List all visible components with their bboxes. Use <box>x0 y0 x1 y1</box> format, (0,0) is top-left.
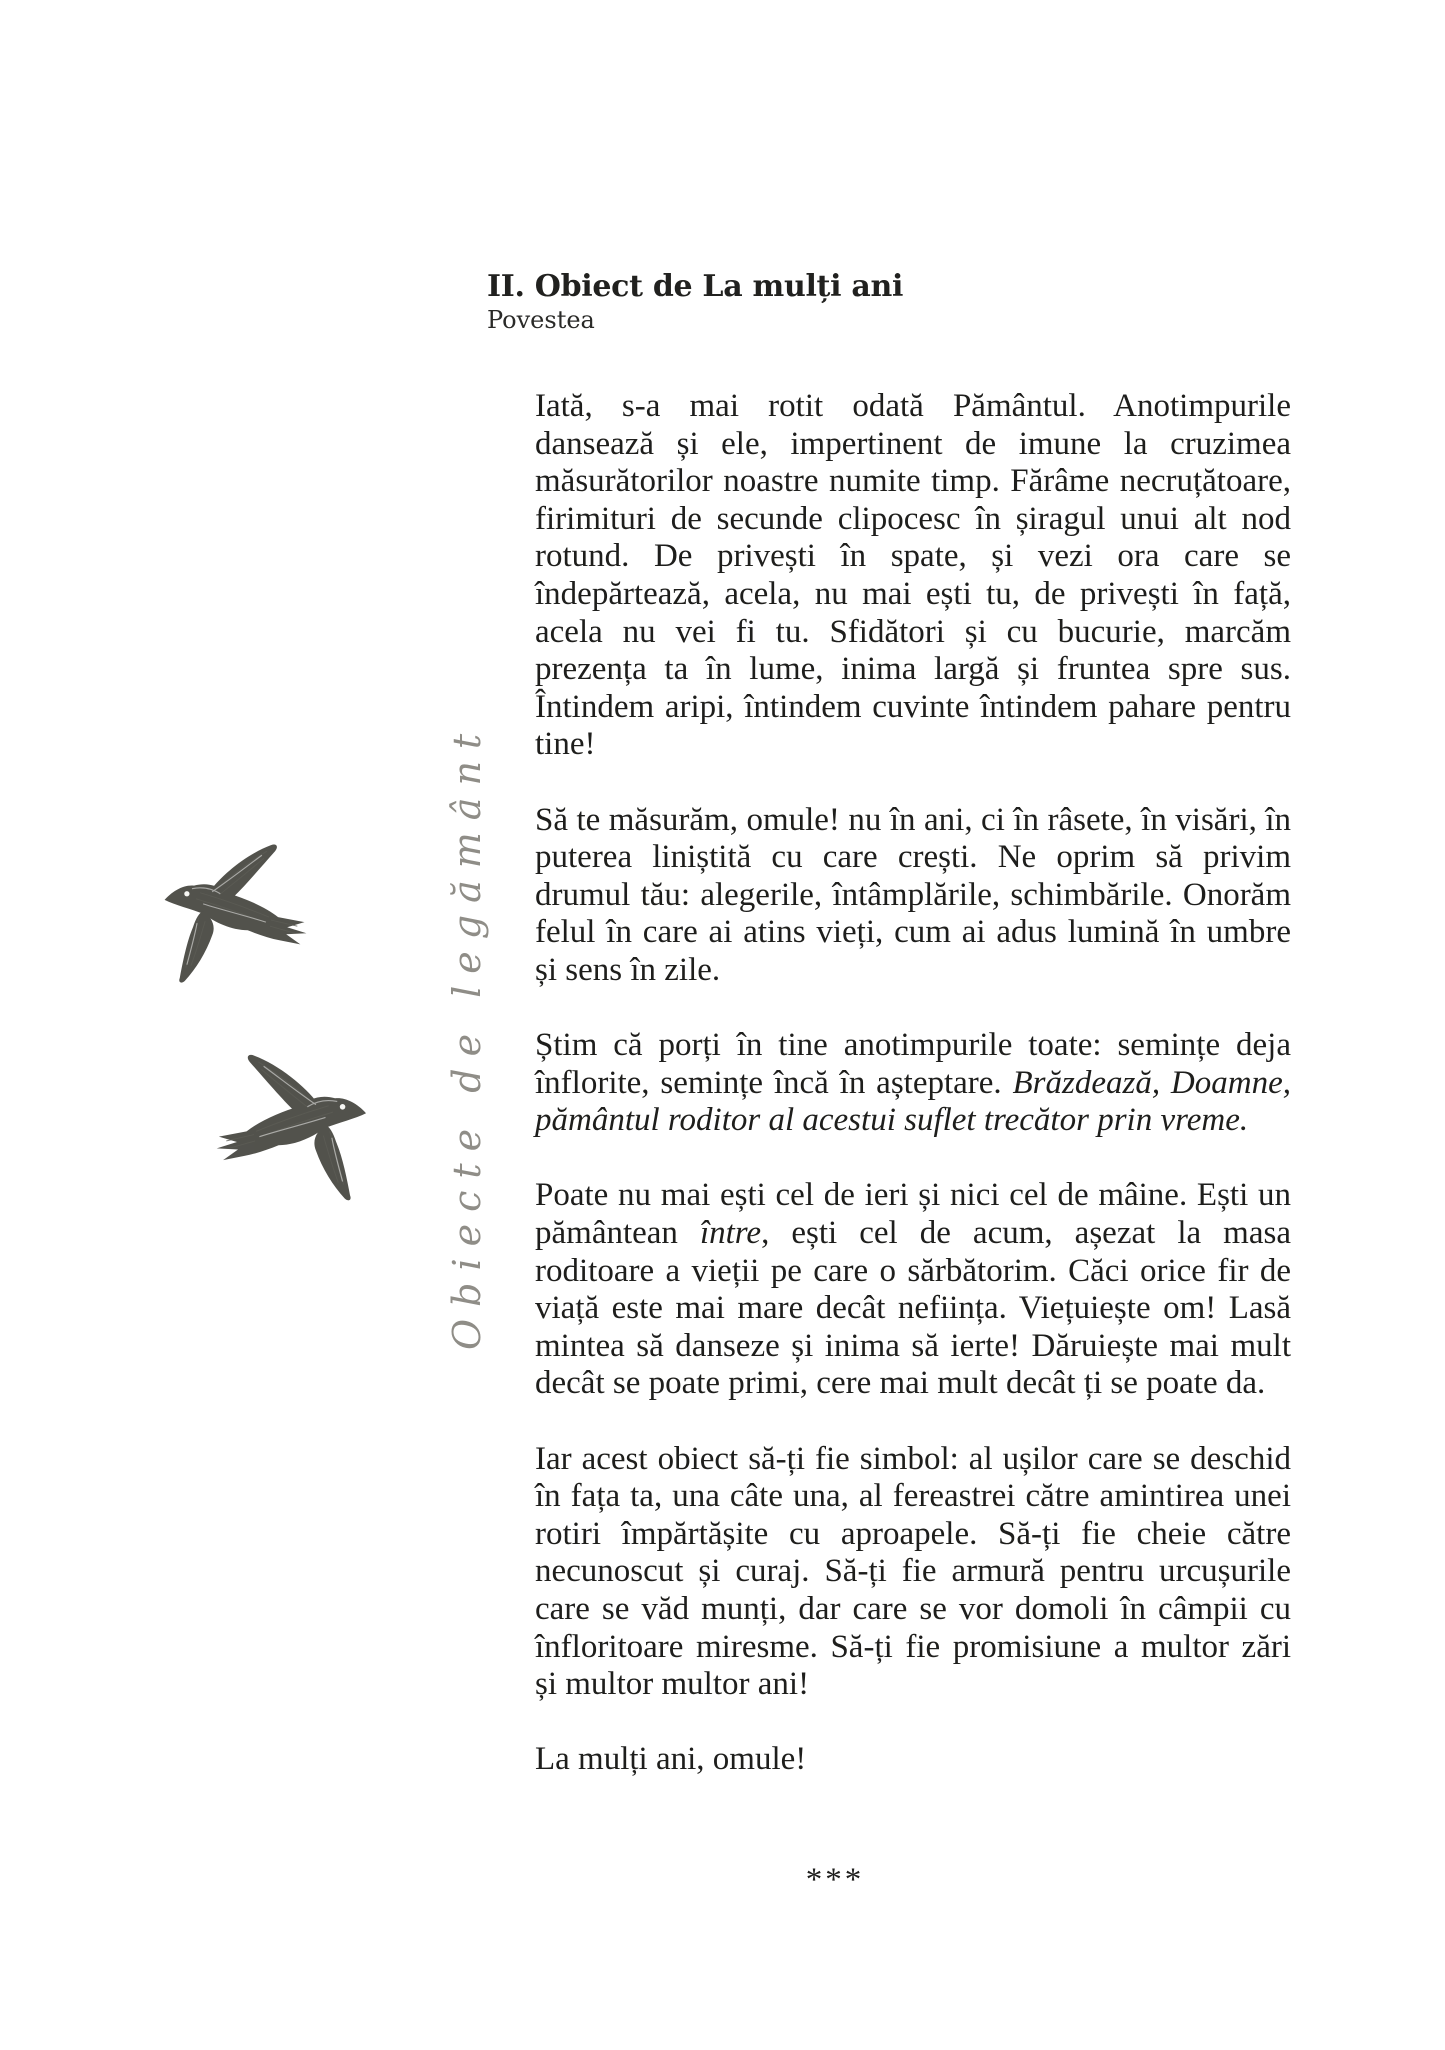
paragraph-text: Iată, s-a mai rotit odată Pământul. Anotimpurile dansează și ele, impertinent de imune la cruzimea măsurătorilor noastre numite timp. Fărâme necruțătoare, firimituri de secunde clipocesc în șiragul unui alt nod rotund. De privești în spate, și vezi ora care se îndepărtează, acela, nu mai ești tu, de privești în față, acela nu vei fi tu. Sfidători și cu bucurie, marcăm prezența ta în lume, inima largă și fruntea spre sus. Întindem aripi, întindem cuvinte întindem pahare pentru tine! <box>535 388 1291 763</box>
margin-note-vertical: Obiecte de legământ <box>445 721 489 1350</box>
body-text-column <box>535 388 1291 1779</box>
paragraph-text: Știm că porți în tine anotimpurile toate: semințe deja înflorite, semințe încă în așteptare. <box>535 1027 1291 1101</box>
paragraph <box>535 1177 1291 1403</box>
paragraph <box>535 1027 1291 1140</box>
page-subtitle: Povestea <box>487 306 595 334</box>
paragraph <box>535 388 1291 764</box>
section-separator: *** <box>805 1862 865 1898</box>
paragraph-text: La mulți ani, omule! <box>535 1741 807 1778</box>
paragraph <box>535 802 1291 990</box>
title-block <box>487 269 903 335</box>
paragraph <box>535 1441 1291 1704</box>
flying-bird-illustration-mirrored <box>210 1046 377 1206</box>
paragraph-text: Să te măsurăm, omule! nu în ani, ci în râsete, în visări, în puterea liniștită cu care crești. Ne oprim să privim drumul tău: alegerile, întâmplările, schimbările. Onorăm felul în care ai atins vieți, cum ai adus lumină în umbre și sens în zile. <box>535 801 1291 988</box>
paragraph-text: , ești cel de acum, așezat la masa roditoare a vieții pe care o sărbătorim. Căci orice fir de viață este mai mare decât neființa. Viețuiește om! Lasă mintea să danseze și inima să ierte! Dăruiește mai mult decât se poate primi, cere mai mult decât ți se poate da. <box>535 1215 1291 1402</box>
flying-bird-icon <box>210 1046 377 1206</box>
paragraph-text-italic: între <box>699 1215 762 1252</box>
paragraph <box>535 1741 1291 1779</box>
page-title: II. Obiect de La mulți ani <box>487 269 904 304</box>
paragraph-text: Poate nu mai ești cel de ieri și nici cel de mâine. Ești un pământean <box>535 1177 1291 1252</box>
paragraph-text-italic: Brăzdează, Doamne, pământul roditor al acestui suflet trecător prin vreme. <box>535 1064 1291 1139</box>
flying-bird-illustration <box>155 836 312 988</box>
paragraph-text: Iar acest obiect să-ți fie simbol: al ușilor care se deschid în fața ta, una câte una, al fereastrei către amintirea unei rotiri împărtășite cu aproapele. Să-ți fie cheie către necunoscut și curaj. Să-ți fie armură pentru urcușurile care se văd munți, dar care se vor domoli în câmpii cu înfloritoare miresme. Să-ți fie promisiune a multor zări și multor multor ani! <box>535 1440 1291 1703</box>
flying-bird-icon <box>155 836 312 988</box>
